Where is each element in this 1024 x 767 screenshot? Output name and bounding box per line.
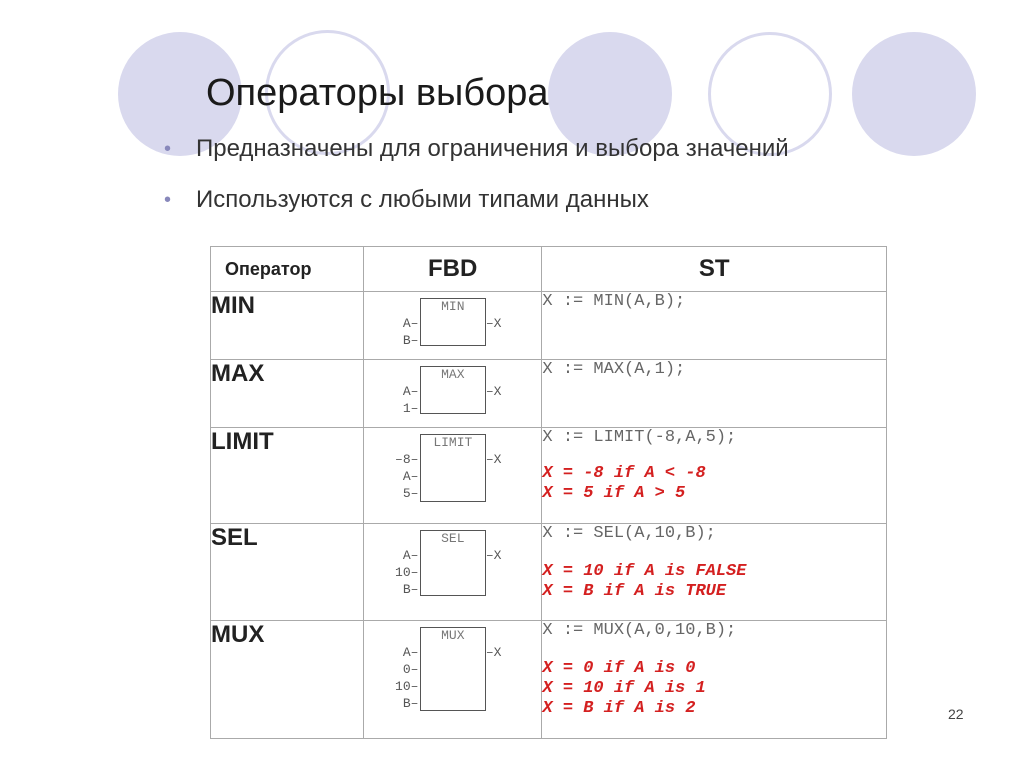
fbd-input-pin: B– (402, 696, 419, 711)
bullet-list (164, 132, 789, 222)
fbd-block-name: MAX (441, 367, 465, 382)
table-row (211, 360, 887, 428)
bullet-dot-icon: • (164, 138, 172, 160)
st-code: X := SEL(A,10,B); (542, 524, 716, 543)
fbd-block-name: MUX (441, 628, 465, 643)
st-note-line: X = B if A is 2 (542, 699, 696, 718)
fbd-output-pin: –X (485, 452, 502, 467)
st-code: X := MIN(A,B); (542, 292, 686, 311)
header-fbd: FBD (363, 247, 542, 292)
st-note-line: X = 0 if A is 0 (542, 659, 696, 678)
table-row (211, 524, 887, 621)
decor-circle (852, 32, 976, 156)
st-note-line: X = 10 if A is 1 (542, 679, 706, 698)
fbd-input-pin: A– (402, 384, 419, 399)
bullet-text: Предназначены для ограничения и выбора значений (196, 135, 789, 162)
st-notes (542, 659, 886, 719)
st-notes (542, 562, 886, 602)
header-st: ST (542, 247, 887, 292)
table-row (211, 621, 887, 739)
st-note-line: X = 10 if A is FALSE (542, 562, 747, 581)
st-code: X := MAX(A,1); (542, 360, 686, 379)
slide-title: Операторы выбора (206, 72, 549, 114)
bullet-text: Используются с любыми типами данных (196, 186, 649, 213)
table-row (211, 428, 887, 524)
fbd-block-name: SEL (441, 531, 465, 546)
st-cell (542, 428, 887, 524)
bullet-dot-icon: • (164, 189, 172, 211)
fbd-output-pin: –X (485, 645, 502, 660)
st-cell (542, 360, 887, 428)
fbd-block-name: LIMIT (433, 435, 473, 450)
operator-name: MUX (211, 621, 364, 739)
fbd-cell (363, 360, 542, 428)
fbd-block-name: MIN (441, 299, 465, 314)
st-notes (542, 464, 886, 504)
fbd-cell (363, 524, 542, 621)
fbd-input-pin: 1– (402, 401, 419, 416)
table-row (211, 292, 887, 360)
fbd-input-pin: 10– (395, 565, 419, 580)
st-cell (542, 292, 887, 360)
st-note-line: X = 5 if A > 5 (542, 484, 686, 503)
fbd-input-pin: A– (402, 645, 419, 660)
fbd-input-pin: A– (402, 316, 419, 331)
fbd-cell (363, 621, 542, 739)
operator-name: SEL (211, 524, 364, 621)
fbd-output-pin: –X (485, 316, 502, 331)
operators-table (210, 246, 887, 739)
fbd-cell (363, 292, 542, 360)
fbd-cell (363, 428, 542, 524)
operator-name: MAX (211, 360, 364, 428)
fbd-input-pin: 5– (402, 486, 419, 501)
fbd-input-pin: 0– (402, 662, 419, 677)
fbd-input-pin: 10– (395, 679, 419, 694)
fbd-output-pin: –X (485, 548, 502, 563)
fbd-input-pin: A– (402, 469, 419, 484)
st-cell (542, 524, 887, 621)
page-number: 22 (948, 706, 964, 722)
bullet-item (164, 182, 789, 222)
bullet-item (164, 132, 789, 182)
fbd-input-pin: A– (402, 548, 419, 563)
fbd-output-pin: –X (485, 384, 502, 399)
st-code: X := MUX(A,0,10,B); (542, 621, 737, 640)
fbd-input-pin: B– (402, 582, 419, 597)
operator-name: LIMIT (211, 428, 364, 524)
table-header-row (211, 247, 887, 292)
st-cell (542, 621, 887, 739)
st-code: X := LIMIT(-8,A,5); (542, 428, 737, 447)
operator-name: MIN (211, 292, 364, 360)
st-note-line: X = B if A is TRUE (542, 582, 727, 601)
st-note-line: X = -8 if A < -8 (542, 464, 706, 483)
fbd-input-pin: B– (402, 333, 419, 348)
header-operator: Оператор (211, 247, 364, 292)
fbd-input-pin: –8– (395, 452, 419, 467)
